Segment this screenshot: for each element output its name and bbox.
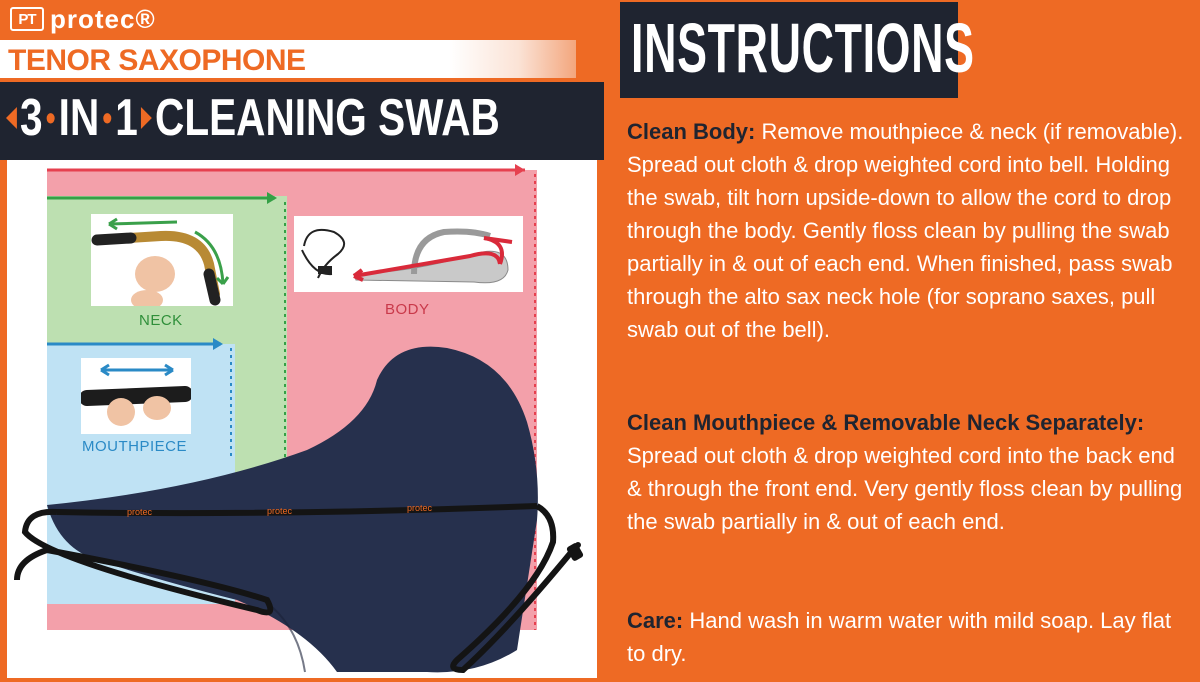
- cord-print: protec: [127, 507, 153, 517]
- instruction-text: Hand wash in warm water with mild soap. Lay flat to dry.: [627, 608, 1172, 666]
- title-rest: CLEANING SWAB: [155, 89, 500, 147]
- mouthpiece-label: MOUTHPIECE: [82, 438, 188, 455]
- instruction-heading: Clean Body:: [627, 119, 756, 144]
- instruction-text: Remove mouthpiece & neck (if removable). Spread out cloth & drop weighted cord into bell. Holding the swab, tilt horn upside-down to allow the cord to drop through the body. Gently floss clean by pulling the swab partially in & out of each end. When finished, pass swab through the alto sax neck hole (for soprano saxes, pull swab out of the bell).: [627, 119, 1184, 342]
- brand-mark: PT: [10, 7, 44, 31]
- instruction-text: Spread out cloth & drop weighted cord into the back end & through the front end. Very gently floss clean by pulling the swab partially in & out of each end.: [627, 443, 1183, 534]
- cord-print: protec: [407, 503, 433, 513]
- product-title: [6, 88, 500, 148]
- instruction-care: [627, 604, 1187, 670]
- title-part-in: IN: [58, 89, 100, 147]
- title-part-1: 1: [115, 89, 138, 147]
- title-separator: •: [102, 97, 113, 138]
- instruction-clean-mouthpiece: [627, 406, 1187, 538]
- instruction-heading: Clean Mouthpiece & Removable Neck Separately:: [627, 410, 1145, 435]
- product-subtitle: TENOR SAXOPHONE: [8, 44, 306, 77]
- instruction-clean-body: [627, 115, 1187, 346]
- swab-diagram: [7, 160, 597, 678]
- left-triangle-icon: [6, 107, 17, 129]
- instruction-heading: Care:: [627, 608, 684, 633]
- instructions-title: INSTRUCTIONS: [631, 9, 975, 87]
- cord-print: protec: [267, 506, 293, 516]
- body-label: BODY: [385, 301, 430, 318]
- brand-logo: [10, 4, 156, 34]
- title-part-3: 3: [20, 89, 43, 147]
- right-triangle-icon: [141, 107, 152, 129]
- brand-name: protec®: [50, 3, 156, 34]
- neck-label: NECK: [139, 312, 183, 329]
- title-separator: •: [45, 97, 56, 138]
- swab-overlay: [7, 160, 597, 678]
